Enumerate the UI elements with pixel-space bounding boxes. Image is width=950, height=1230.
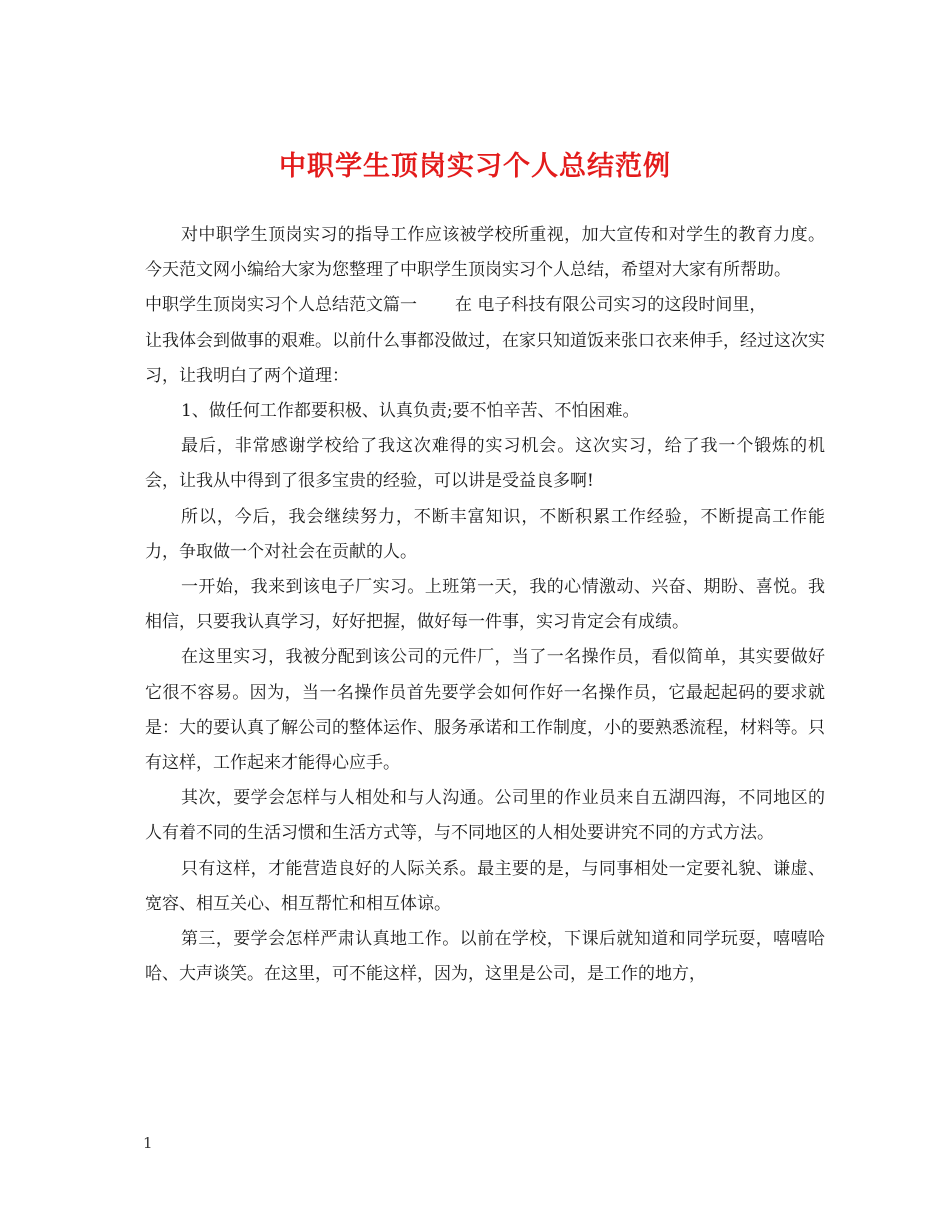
section-lead-paragraph: 让我体会到做事的艰难。以前什么事都没做过，在家只知道饭来张口衣来伸手，经过这次实习，让我明白了两个道理： (145, 330, 825, 386)
paragraph-1: 1、做任何工作都要积极、认真负责;要不怕辛苦、不怕困难。 (181, 401, 640, 422)
paragraph-5: 在这里实习，我被分配到该公司的元件厂，当了一名操作员，看似简单，其实要做好它很不容易。因为，当一名操作员首先要学会如何作好一名操作员，它最起起码的要求就是：大的要认真了解公司的整体运作、服务承诺和工作制度，小的要熟悉流程，材料等。只有这样，工作起来才能得心应手。 (145, 647, 825, 774)
page-number: 1 (143, 1134, 153, 1152)
section-heading: 中职学生顶岗实习个人总结范文篇一 (145, 295, 417, 316)
paragraph-2: 最后，非常感谢学校给了我这次难得的实习机会。这次实习，给了我一个锻炼的机会，让我从中得到了很多宝贵的经验，可以讲是受益良多啊! (145, 436, 825, 492)
intro-paragraph: 对中职学生顶岗实习的指导工作应该被学校所重视，加大宣传和对学生的教育力度。今天范文网小编给大家为您整理了中职学生顶岗实习个人总结，希望对大家有所帮助。 (145, 225, 825, 281)
section-heading-line (145, 288, 825, 323)
paragraph-3: 所以，今后，我会继续努力，不断丰富知识，不断积累工作经验，不断提高工作能力，争取做一个对社会在贡献的人。 (145, 506, 825, 562)
paragraph-7: 只有这样，才能营造良好的人际关系。最主要的是，与同事相处一定要礼貌、谦虚、宽容、相互关心、相互帮忙和相互体谅。 (145, 858, 825, 914)
document-title: 中职学生顶岗实习个人总结范例 (279, 151, 671, 182)
section-lead: 在 电子科技有限公司实习的这段时间里， (455, 295, 767, 316)
paragraph-4: 一开始，我来到该电子厂实习。上班第一天，我的心情激动、兴奋、期盼、喜悦。我相信，只要我认真学习，好好把握，做好每一件事，实习肯定会有成绩。 (145, 577, 825, 633)
document-body (145, 218, 825, 992)
paragraph-8: 第三，要学会怎样严肃认真地工作。以前在学校，下课后就知道和同学玩耍，嘻嘻哈哈、大声谈笑。在这里，可不能这样，因为，这里是公司，是工作的地方， (145, 929, 825, 985)
paragraph-6: 其次，要学会怎样与人相处和与人沟通。公司里的作业员来自五湖四海，不同地区的人有着不同的生活习惯和生活方式等，与不同地区的人相处要讲究不同的方式方法。 (145, 788, 825, 844)
